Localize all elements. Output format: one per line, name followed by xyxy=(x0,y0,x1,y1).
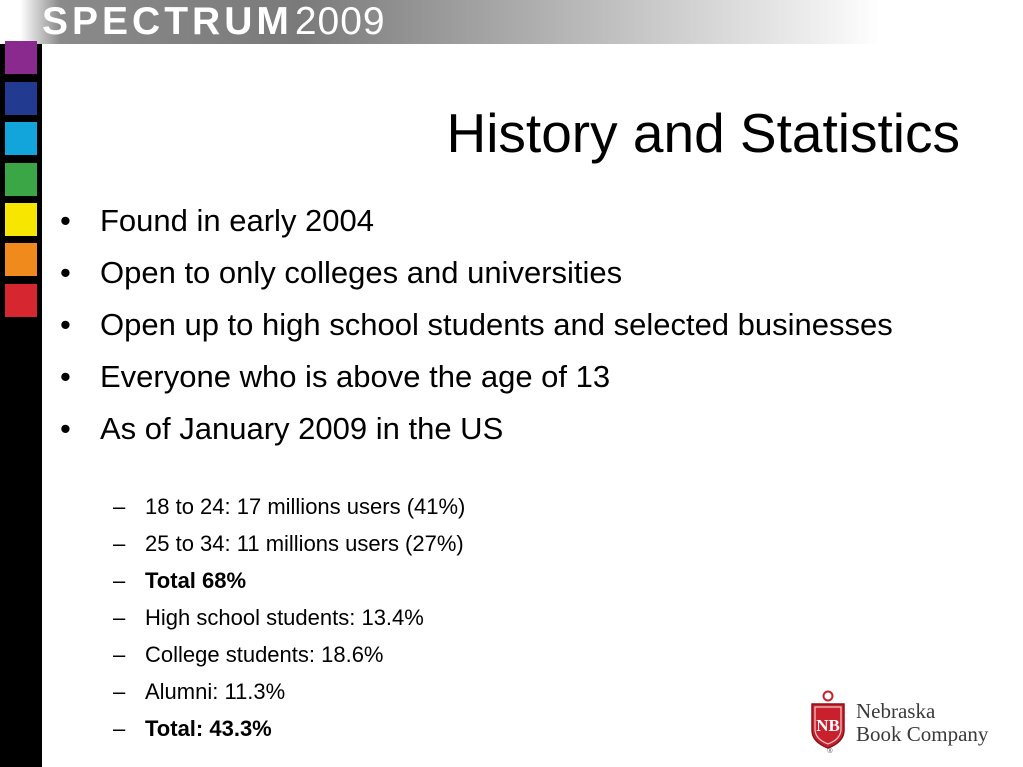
dash-glyph: – xyxy=(113,605,126,630)
logo-line-2: Book Company xyxy=(856,722,989,746)
brand-logo xyxy=(42,2,386,42)
sub-bullet-item xyxy=(113,494,813,520)
color-swatch-green xyxy=(5,163,37,196)
emblem-letters: NB xyxy=(816,716,840,735)
color-swatch-yellow xyxy=(5,203,37,236)
bullet-item xyxy=(60,356,960,398)
sub-bullet-text: High school students: 13.4% xyxy=(145,605,424,630)
bullet-glyph: • xyxy=(60,255,71,290)
bullet-text: Open to only colleges and universities xyxy=(100,255,623,290)
bullet-item xyxy=(60,200,960,242)
bullet-text: As of January 2009 in the US xyxy=(100,411,504,446)
registered-mark: ® xyxy=(827,748,833,754)
sub-bullet-text: 25 to 34: 11 millions users (27%) xyxy=(145,531,464,556)
color-swatch-orange xyxy=(5,243,37,276)
sub-bullet-item xyxy=(113,568,813,594)
bullet-item xyxy=(60,408,960,450)
sub-bullet-item xyxy=(113,531,813,557)
brand-year: 2009 xyxy=(294,0,386,43)
dash-glyph: – xyxy=(113,568,126,593)
header-bar xyxy=(0,0,1023,44)
sub-bullet-text: Alumni: 11.3% xyxy=(145,679,286,704)
bullet-glyph: • xyxy=(60,203,71,238)
nbc-emblem-icon xyxy=(806,690,850,754)
bullet-item xyxy=(60,252,960,294)
sub-bullet-list xyxy=(113,494,813,753)
left-color-strip xyxy=(0,44,42,767)
bullet-list xyxy=(60,200,960,460)
sub-bullet-item xyxy=(113,642,813,668)
sub-bullet-item xyxy=(113,605,813,631)
sub-bullet-text: 18 to 24: 17 millions users (41%) xyxy=(145,494,466,519)
bullet-text: Open up to high school students and selected businesses xyxy=(100,307,893,342)
brand-word: SPECTRUM xyxy=(42,0,293,43)
bullet-text: Everyone who is above the age of 13 xyxy=(100,359,611,394)
logo-text xyxy=(856,700,988,746)
sub-bullet-text: Total: 43.3% xyxy=(145,716,272,741)
dash-glyph: – xyxy=(113,494,126,519)
bullet-glyph: • xyxy=(60,411,71,446)
bullet-item xyxy=(60,304,960,346)
bullet-text: Found in early 2004 xyxy=(100,203,375,238)
dash-glyph: – xyxy=(113,716,126,741)
nebraska-book-company-logo xyxy=(806,690,1016,754)
dash-glyph: – xyxy=(113,531,126,556)
sub-bullet-item xyxy=(113,679,813,705)
color-swatch-navy xyxy=(5,82,37,115)
dash-glyph: – xyxy=(113,679,126,704)
bullet-glyph: • xyxy=(60,359,71,394)
logo-line-1: Nebraska xyxy=(856,699,936,723)
color-swatch-purple xyxy=(5,41,37,74)
sub-bullet-item xyxy=(113,716,813,742)
sub-bullet-text: College students: 18.6% xyxy=(145,642,384,667)
bullet-glyph: • xyxy=(60,307,71,342)
dash-glyph: – xyxy=(113,642,126,667)
sub-bullet-text: Total 68% xyxy=(145,568,247,593)
color-swatch-cyan xyxy=(5,122,37,155)
slide-title: History and Statistics xyxy=(446,102,960,164)
color-swatch-red xyxy=(5,284,37,317)
